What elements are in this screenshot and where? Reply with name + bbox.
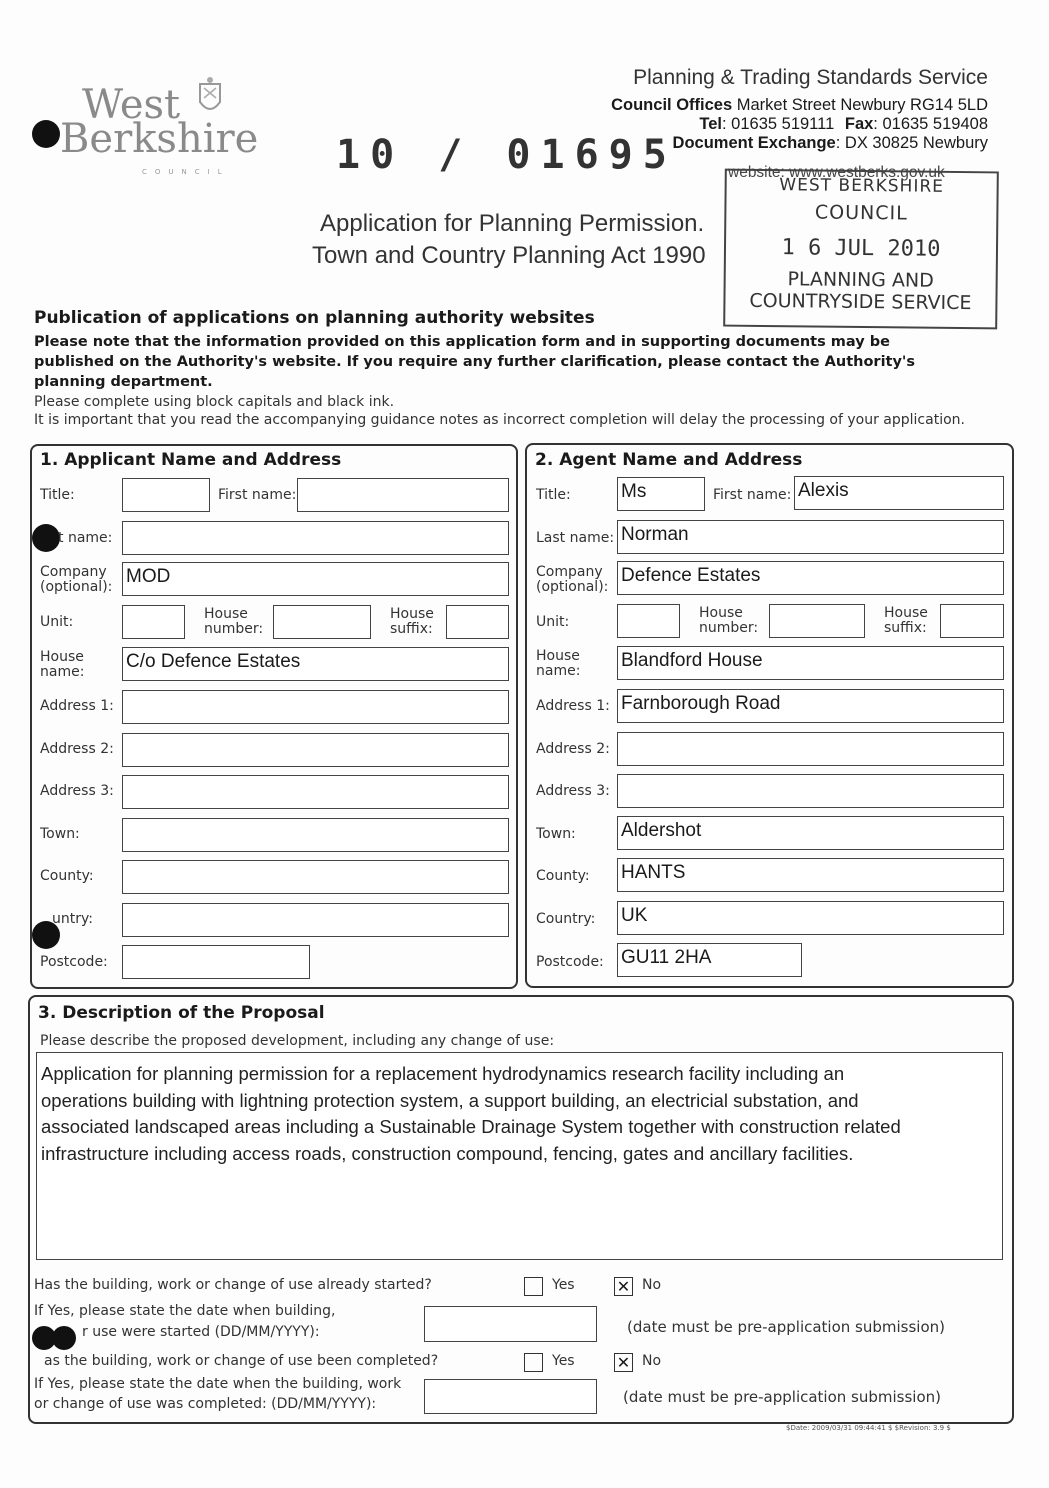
applicant-house-name-label (40, 650, 84, 680)
applicant-last-name-label: t name: (58, 530, 113, 546)
agent-first-name-label: First name: (713, 487, 792, 503)
applicant-postcode-field[interactable] (122, 945, 310, 979)
proposal-description-field[interactable] (36, 1052, 1003, 1260)
agent-unit-label: Unit: (536, 614, 570, 630)
applicant-house-number-label (204, 607, 263, 637)
applicant-house-suffix-field[interactable] (446, 605, 509, 639)
started-date-field[interactable] (424, 1306, 597, 1342)
applicant-company-field[interactable]: MOD (122, 562, 509, 596)
agent-town-field[interactable]: Aldershot (617, 816, 1004, 850)
company-label-line1: Company (536, 564, 603, 580)
house-suffix-label-line2: suffix: (390, 621, 433, 637)
started-yes-label: Yes (552, 1277, 575, 1293)
applicant-country-field[interactable] (122, 903, 509, 937)
agent-title-field[interactable]: Ms (617, 477, 705, 511)
completed-date-field[interactable] (424, 1379, 597, 1414)
house-name-label-line1: House (536, 648, 580, 664)
office-address-line (468, 96, 988, 115)
agent-house-suffix-field[interactable] (940, 604, 1004, 638)
company-label-line2: (optional): (536, 579, 609, 595)
description-line: Application for planning permission for a replacement hydrodynamics research facility including an (41, 1063, 845, 1084)
form-title-line2: Town and Country Planning Act 1990 (312, 242, 706, 269)
fax-value: : 01635 519408 (873, 115, 988, 133)
logo-line-west: West (82, 82, 181, 128)
applicant-address2-label: Address 2: (40, 741, 114, 757)
applicant-house-suffix-label (390, 607, 434, 637)
agent-house-name-label (536, 649, 580, 679)
revision-footer: $Date: 2009/03/31 09:44:41 $ $Revision: 3.9 $ (786, 1424, 951, 1432)
applicant-country-label: untry: (52, 911, 93, 927)
agent-postcode-field[interactable]: GU11 2HA (617, 943, 802, 977)
house-name-label-line1: House (40, 649, 84, 665)
completed-date-question-line1: If Yes, please state the date when the building, work (34, 1376, 402, 1392)
logo-line-council: COUNCIL (142, 168, 230, 176)
coat-of-arms-icon (194, 76, 226, 122)
applicant-company-label (40, 565, 112, 595)
proposal-prompt: Please describe the proposed development, including any change of use: (40, 1033, 555, 1049)
house-number-label-line1: House (699, 605, 743, 621)
applicant-address3-label: Address 3: (40, 783, 114, 799)
house-suffix-label-line1: House (390, 606, 434, 622)
tel-value: : 01635 519111 (722, 115, 835, 133)
stamp-line2: COUNCIL (814, 201, 908, 225)
website-line[interactable]: website: www.westberks.gov.uk (728, 164, 945, 181)
instruction-line1: Please complete using block capitals and black ink. (34, 394, 395, 410)
applicant-address1-label: Address 1: (40, 698, 114, 714)
started-no-checkbox[interactable]: ✕ (614, 1277, 633, 1296)
completed-question: as the building, work or change of use been completed? (44, 1353, 439, 1369)
agent-title-label: Title: (536, 487, 571, 503)
punch-hole-dot (32, 120, 60, 148)
agent-house-suffix-label (884, 606, 928, 636)
completed-yes-label: Yes (552, 1353, 575, 1369)
company-label-line1: Company (40, 564, 107, 580)
office-address: Market Street Newbury RG14 5LD (736, 96, 988, 114)
office-label: Council Offices (611, 96, 733, 114)
logo-line-berkshire: Berkshire (60, 116, 259, 162)
agent-last-name-label: Last name: (536, 530, 615, 546)
agent-country-label: Country: (536, 911, 596, 927)
house-number-label-line1: House (204, 606, 248, 622)
instruction-line2: It is important that you read the accompanying guidance notes as incorrect completion will delay the processing of your application. (34, 412, 965, 428)
fax-label: Fax (844, 115, 874, 133)
service-name: Planning & Trading Standards Service (633, 66, 988, 89)
completed-date-question-line2: or change of use was completed: (DD/MM/YYYY): (34, 1396, 377, 1412)
agent-country-field[interactable]: UK (617, 901, 1004, 935)
description-line: associated landscaped areas including a Sustainable Drainage System together with construction related (41, 1116, 901, 1137)
applicant-unit-label: Unit: (40, 614, 74, 630)
house-suffix-label-line1: House (884, 605, 928, 621)
agent-address1-label: Address 1: (536, 698, 610, 714)
application-reference-number: 10 / 01695 (336, 132, 677, 178)
house-name-label-line2: name: (40, 664, 85, 680)
started-date-note: (date must be pre-application submission) (627, 1318, 946, 1336)
agent-county-label: County: (536, 868, 590, 884)
applicant-last-name-field[interactable] (122, 521, 509, 555)
house-number-label-line2: number: (699, 620, 759, 636)
proposal-section-heading: 3. Description of the Proposal (38, 1003, 325, 1023)
house-number-label-line2: number: (204, 621, 264, 637)
applicant-postcode-label: Postcode: (40, 954, 108, 970)
applicant-title-label: Title: (40, 487, 75, 503)
punch-hole-dot (32, 524, 60, 552)
started-no-label: No (642, 1277, 662, 1293)
applicant-address2-field[interactable] (122, 733, 509, 767)
agent-address2-label: Address 2: (536, 741, 610, 757)
applicant-first-name-label: First name: (218, 487, 297, 503)
house-name-label-line2: name: (536, 663, 581, 679)
publication-note: Please note that the information provided on this application form and in supporting documents may be published on the Authority's website. If you require any further clarification, please contact the Authority's planning department. (34, 334, 915, 390)
dx-value: : DX 30825 Newbury (835, 134, 988, 152)
description-line: operations building with lightning protection system, a support building, an electricial substation, and (41, 1089, 859, 1111)
agent-company-field[interactable]: Defence Estates (617, 561, 1004, 595)
applicant-address3-field[interactable] (122, 775, 509, 809)
house-suffix-label-line2: suffix: (884, 620, 927, 636)
stamp-line3: PLANNING AND (787, 268, 934, 292)
applicant-unit-field[interactable] (122, 605, 185, 639)
stamp-line4: COUNTRYSIDE SERVICE (749, 289, 972, 315)
agent-house-number-label (699, 606, 758, 636)
agent-unit-field[interactable] (617, 604, 680, 638)
applicant-house-name-field[interactable]: C/o Defence Estates (122, 647, 509, 681)
started-date-question-line2: r use were started (DD/MM/YYYY): (82, 1324, 320, 1340)
dx-label: Document Exchange (672, 134, 836, 152)
completed-yes-checkbox[interactable] (524, 1353, 543, 1372)
company-label-line2: (optional): (40, 579, 113, 595)
agent-last-name-field[interactable]: Norman (617, 520, 1004, 554)
council-logo (60, 82, 259, 176)
form-title (312, 210, 706, 270)
applicant-town-label: Town: (40, 826, 80, 842)
agent-company-label (536, 565, 608, 595)
applicant-town-field[interactable] (122, 818, 509, 852)
publication-heading: Publication of applications on planning authority websites (34, 308, 595, 328)
applicant-first-name-field[interactable] (297, 478, 509, 512)
started-yes-checkbox[interactable] (524, 1277, 543, 1296)
form-title-line1: Application for Planning Permission. (320, 210, 705, 237)
stamp-date: 1 6 JUL 2010 (781, 235, 941, 262)
completed-no-label: No (642, 1353, 662, 1369)
completed-no-checkbox[interactable]: ✕ (614, 1353, 633, 1372)
description-line: infrastructure including access roads, construction compound, fencing, gates and ancillary facilities. (41, 1142, 854, 1164)
agent-town-label: Town: (536, 826, 576, 842)
agent-first-name-field[interactable]: Alexis (794, 476, 1004, 510)
applicant-county-label: County: (40, 868, 94, 884)
agent-address2-field[interactable] (617, 732, 1004, 766)
started-question: Has the building, work or change of use already started? (34, 1277, 432, 1293)
applicant-address1-field[interactable] (122, 690, 509, 724)
agent-address1-field[interactable]: Farnborough Road (617, 689, 1004, 723)
agent-address3-label: Address 3: (536, 783, 610, 799)
completed-date-note: (date must be pre-application submission) (623, 1388, 942, 1406)
tel-label: Tel (699, 115, 723, 133)
stamp-line1: WEST BERKSHIRE (779, 175, 945, 197)
agent-postcode-label: Postcode: (536, 954, 604, 970)
agent-house-number-field[interactable] (769, 604, 865, 638)
started-date-question-line1: If Yes, please state the date when building, (34, 1303, 336, 1319)
applicant-section-heading: 1. Applicant Name and Address (40, 450, 342, 470)
applicant-house-number-field[interactable] (273, 605, 371, 639)
applicant-county-field[interactable] (122, 860, 509, 894)
punch-hole-dot (52, 1326, 76, 1350)
agent-house-name-field[interactable]: Blandford House (617, 646, 1004, 680)
agent-section-heading: 2. Agent Name and Address (535, 450, 803, 470)
received-stamp (723, 169, 999, 330)
applicant-title-field[interactable] (122, 478, 210, 512)
agent-address3-field[interactable] (617, 774, 1004, 808)
agent-county-field[interactable]: HANTS (617, 858, 1004, 892)
